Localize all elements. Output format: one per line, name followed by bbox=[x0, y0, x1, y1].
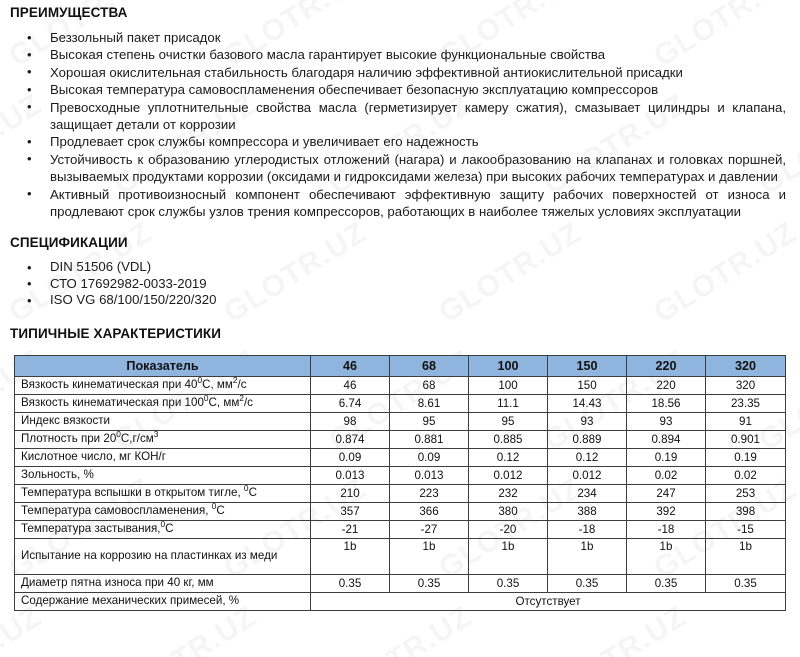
row-label: Зольность, % bbox=[15, 466, 311, 484]
row-value-merged: Отсутствует bbox=[311, 592, 786, 610]
row-value: 366 bbox=[390, 502, 469, 520]
specifications-title: СПЕЦИФИКАЦИИ bbox=[10, 235, 128, 251]
row-value: 1b bbox=[548, 538, 627, 574]
row-value: -27 bbox=[390, 520, 469, 538]
row-value: 357 bbox=[311, 502, 390, 520]
row-value: 0.12 bbox=[469, 448, 548, 466]
advantage-item: • Высокая температура самовоспламенения обеспечивает безопасную эксплуатацию компрессоров bbox=[0, 81, 800, 98]
row-value: 91 bbox=[706, 412, 786, 430]
row-value: 0.885 bbox=[469, 430, 548, 448]
advantage-item: • Беззольный пакет присадок bbox=[0, 29, 800, 46]
characteristics-title: ТИПИЧНЫЕ ХАРАКТЕРИСТИКИ bbox=[10, 325, 222, 341]
row-value: 0.013 bbox=[390, 466, 469, 484]
column-header-grade-46: 46 bbox=[311, 355, 390, 376]
row-value: 0.19 bbox=[706, 448, 786, 466]
table-header-row bbox=[15, 355, 786, 376]
row-value: 0.012 bbox=[469, 466, 548, 484]
row-value: 0.35 bbox=[627, 574, 706, 592]
advantage-item: • Высокая степень очистки базового масла гарантирует высокие функциональные свойства bbox=[0, 46, 800, 63]
row-value: 220 bbox=[627, 376, 706, 394]
row-label: Температура самовоспламенения, $^0$С bbox=[15, 502, 311, 520]
row-value: 223 bbox=[390, 484, 469, 502]
row-value: 0.881 bbox=[390, 430, 469, 448]
column-header-grade-68: 68 bbox=[390, 355, 469, 376]
row-value: 0.874 bbox=[311, 430, 390, 448]
row-value: 1b bbox=[706, 538, 786, 574]
table-row bbox=[15, 466, 786, 484]
characteristics-table-wrap bbox=[14, 355, 785, 611]
row-label: Температура вспышки в открытом тигле, $^0$С bbox=[15, 484, 311, 502]
row-value: 23.35 bbox=[706, 394, 786, 412]
table-row bbox=[15, 430, 786, 448]
row-label: Вязкость кинематическая при $100^0С$, $мм^2/с$ bbox=[15, 394, 311, 412]
specifications-list bbox=[0, 259, 800, 309]
row-value: 388 bbox=[548, 502, 627, 520]
row-value: 6.74 bbox=[311, 394, 390, 412]
row-value: 247 bbox=[627, 484, 706, 502]
table-body bbox=[15, 376, 786, 610]
table-row bbox=[15, 574, 786, 592]
row-value: 0.12 bbox=[548, 448, 627, 466]
row-value: -15 bbox=[706, 520, 786, 538]
column-header-grade-320: 320 bbox=[706, 355, 786, 376]
table-row bbox=[15, 538, 786, 574]
table-row bbox=[15, 394, 786, 412]
row-value: 232 bbox=[469, 484, 548, 502]
row-value: 46 bbox=[311, 376, 390, 394]
row-value: 1b bbox=[469, 538, 548, 574]
row-value: 210 bbox=[311, 484, 390, 502]
row-value: 0.901 bbox=[706, 430, 786, 448]
specification-item: • ISO VG 68/100/150/220/320 bbox=[0, 292, 800, 309]
row-value: 0.012 bbox=[548, 466, 627, 484]
row-value: -21 bbox=[311, 520, 390, 538]
row-value: -18 bbox=[548, 520, 627, 538]
advantage-item: • Продлевает срок службы компрессора и увеличивает его надежность bbox=[0, 133, 800, 150]
advantages-list bbox=[0, 29, 800, 220]
column-header-grade-220: 220 bbox=[627, 355, 706, 376]
advantages-title: ПРЕИМУЩЕСТВА bbox=[10, 5, 128, 20]
row-value: 1b bbox=[390, 538, 469, 574]
row-value: 8.61 bbox=[390, 394, 469, 412]
row-value: 0.19 bbox=[627, 448, 706, 466]
row-value: 1b bbox=[627, 538, 706, 574]
row-value: 14.43 bbox=[548, 394, 627, 412]
table-row bbox=[15, 502, 786, 520]
table-row bbox=[15, 484, 786, 502]
row-value: 0.894 bbox=[627, 430, 706, 448]
row-value: 1b bbox=[311, 538, 390, 574]
column-header-grade-100: 100 bbox=[469, 355, 548, 376]
row-label: Испытание на коррозию на пластинках из меди bbox=[15, 538, 311, 574]
row-value: 0.889 bbox=[548, 430, 627, 448]
row-label: Кислотное число, мг КОН/г bbox=[15, 448, 311, 466]
table-row bbox=[15, 376, 786, 394]
row-value: 0.35 bbox=[469, 574, 548, 592]
row-value: 320 bbox=[706, 376, 786, 394]
row-label: Содержание механических примесей, % bbox=[15, 592, 311, 610]
column-header-parameter: Показатель bbox=[15, 355, 311, 376]
advantage-item: • Активный противоизносный компонент обеспечивают эффективную защиту рабочих поверхностей от износа и продлевают срок службы узлов трения компрессоров, работающих в наиболее тяжелых условиях эксплуатации bbox=[0, 186, 800, 221]
table-row bbox=[15, 520, 786, 538]
row-label: Диаметр пятна износа при 40 кг, мм bbox=[15, 574, 311, 592]
row-label: Индекс вязкости bbox=[15, 412, 311, 430]
row-value: -18 bbox=[627, 520, 706, 538]
row-value: 150 bbox=[548, 376, 627, 394]
row-value: 0.35 bbox=[311, 574, 390, 592]
row-value: 0.35 bbox=[706, 574, 786, 592]
advantage-item: • Устойчивость к образованию углеродистых отложений (нагара) и лакообразованию на клапанах и головках поршней, вызываемых продуктами коррозии (оксидами и гидроксидами железа) при высоких рабочих температурах и давлении bbox=[0, 151, 800, 186]
table-header bbox=[15, 355, 786, 376]
table-row bbox=[15, 592, 786, 610]
row-label: Плотность при $20^0С,г/см^3$ bbox=[15, 430, 311, 448]
row-value: 68 bbox=[390, 376, 469, 394]
row-label: Вязкость кинематическая при $40^0С$, $мм^2/с$ bbox=[15, 376, 311, 394]
row-value: 0.09 bbox=[390, 448, 469, 466]
table-row bbox=[15, 448, 786, 466]
row-value: 0.35 bbox=[390, 574, 469, 592]
row-value: 95 bbox=[390, 412, 469, 430]
row-value: 93 bbox=[548, 412, 627, 430]
row-value: 253 bbox=[706, 484, 786, 502]
advantage-item: • Хорошая окислительная стабильность благодаря наличию эффективной антиокислительной присадки bbox=[0, 64, 800, 81]
row-value: 100 bbox=[469, 376, 548, 394]
row-value: 0.013 bbox=[311, 466, 390, 484]
specification-item: • DIN 51506 (VDL) bbox=[0, 259, 800, 276]
row-value: 398 bbox=[706, 502, 786, 520]
row-value: 0.35 bbox=[548, 574, 627, 592]
row-label: Температура застывания,$^0$С bbox=[15, 520, 311, 538]
specification-item: • СТО 17692982-0033-2019 bbox=[0, 276, 800, 293]
row-value: -20 bbox=[469, 520, 548, 538]
row-value: 98 bbox=[311, 412, 390, 430]
row-value: 93 bbox=[627, 412, 706, 430]
characteristics-table bbox=[14, 355, 786, 611]
row-value: 0.09 bbox=[311, 448, 390, 466]
row-value: 0.02 bbox=[627, 466, 706, 484]
row-value: 0.02 bbox=[706, 466, 786, 484]
row-value: 95 bbox=[469, 412, 548, 430]
table-row bbox=[15, 412, 786, 430]
advantage-item: • Превосходные уплотнительные свойства масла (герметизирует камеру сжатия), смазывает цилиндры и клапана, защищает детали от коррозии bbox=[0, 99, 800, 134]
column-header-grade-150: 150 bbox=[548, 355, 627, 376]
row-value: 18.56 bbox=[627, 394, 706, 412]
row-value: 234 bbox=[548, 484, 627, 502]
row-value: 392 bbox=[627, 502, 706, 520]
row-value: 380 bbox=[469, 502, 548, 520]
row-value: 11.1 bbox=[469, 394, 548, 412]
